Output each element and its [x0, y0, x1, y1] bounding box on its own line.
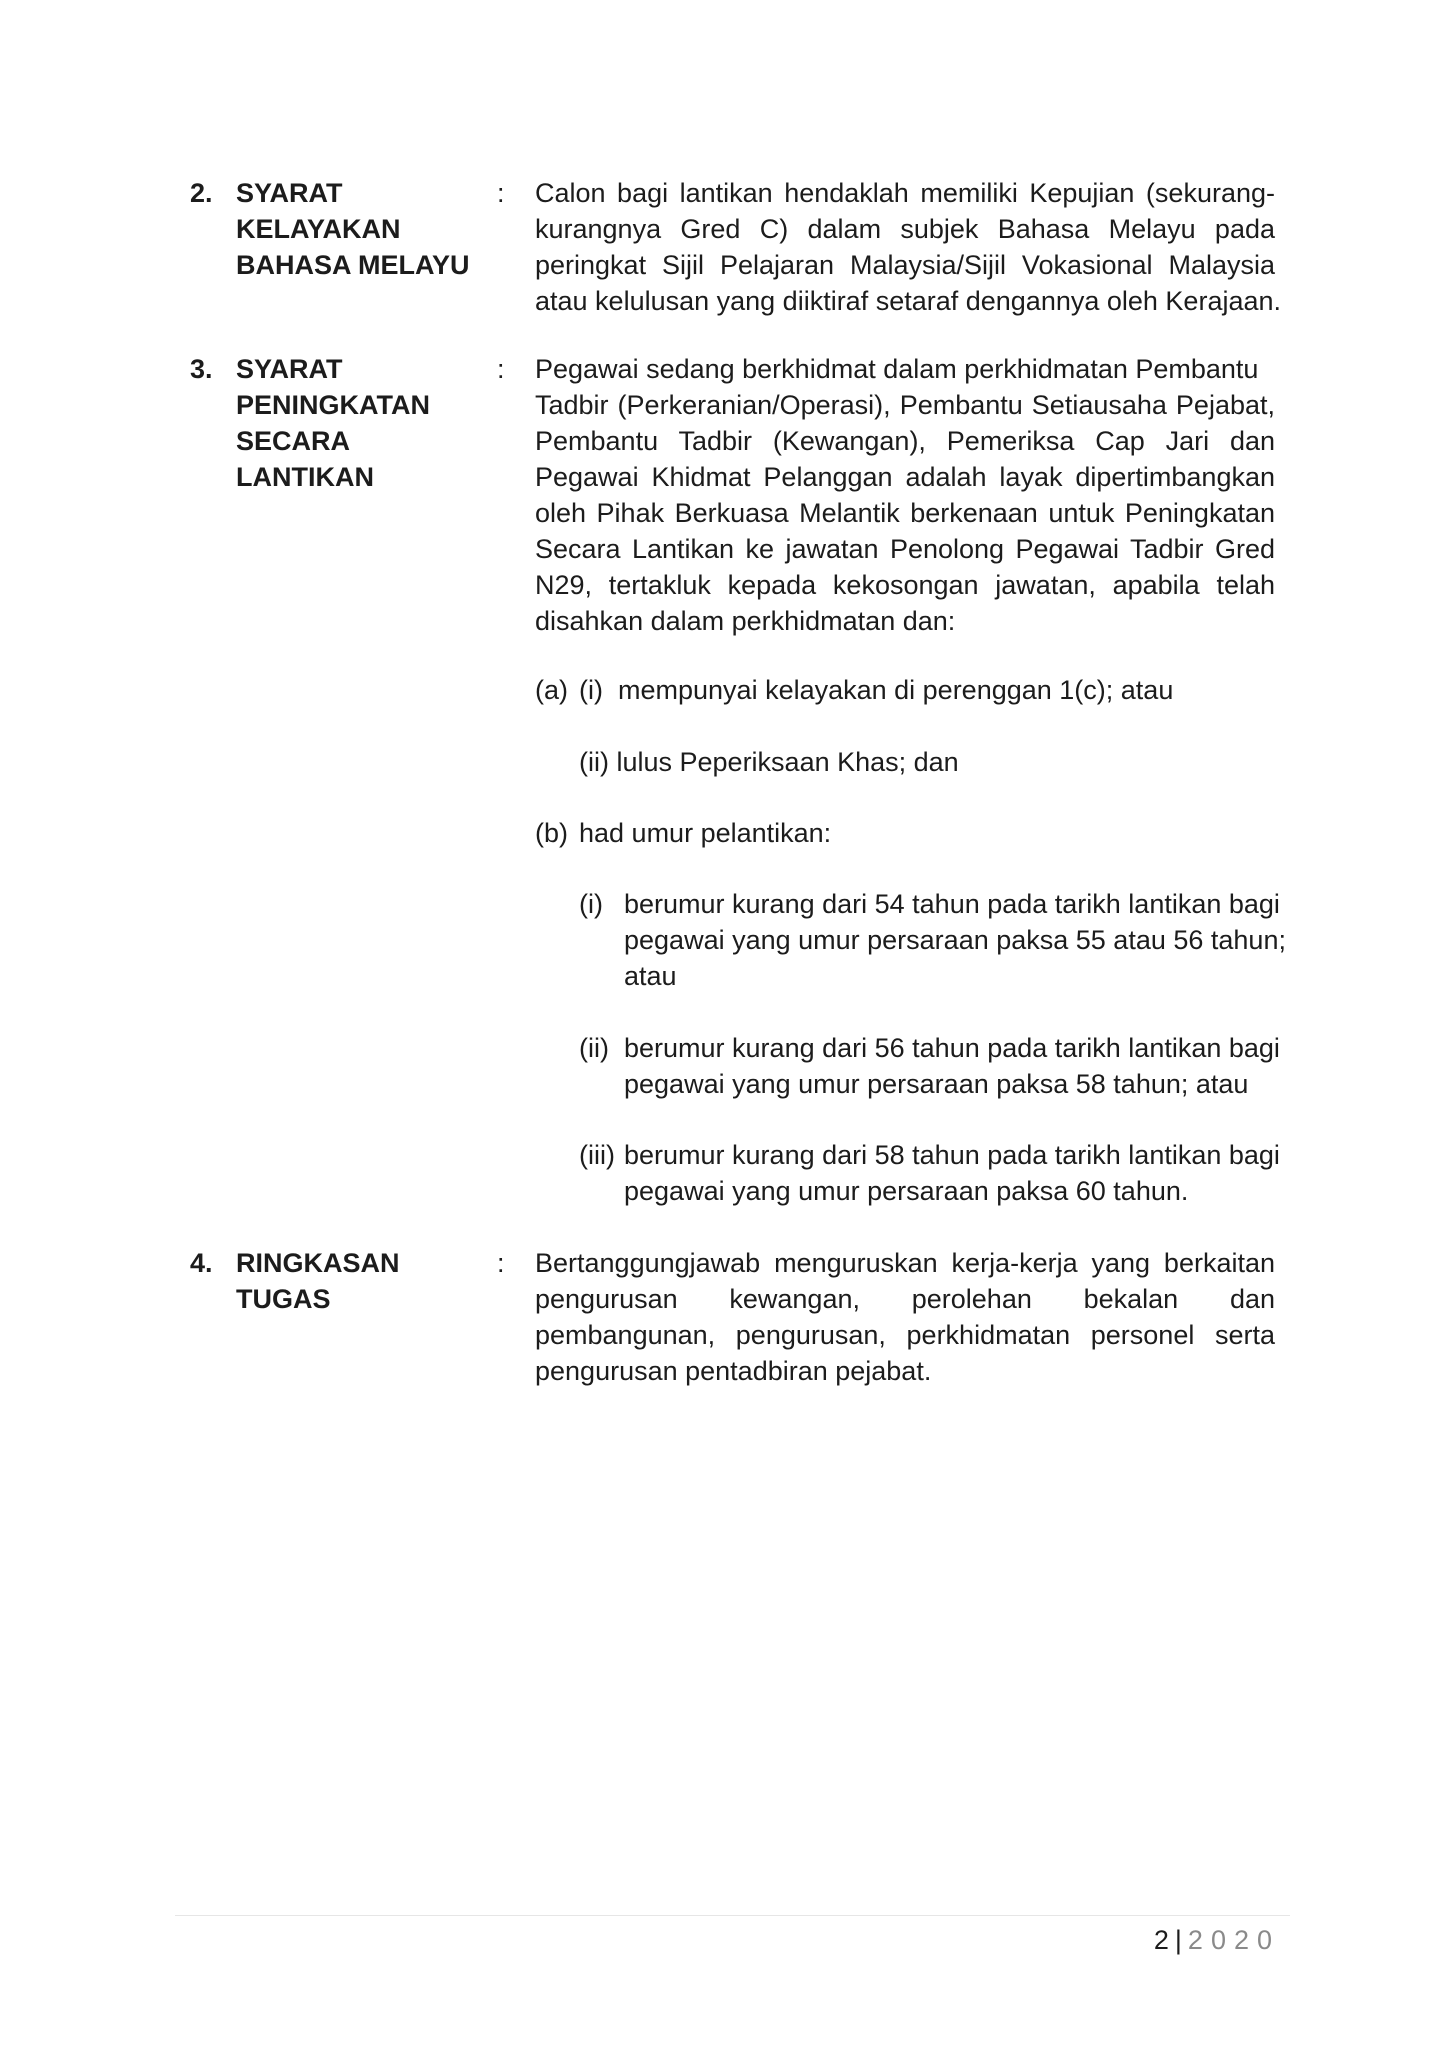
body-line: oleh Pihak Berkuasa Melantik berkenaan untuk Peningkatan — [535, 498, 1275, 528]
footer-divider — [175, 1915, 1290, 1916]
body-line: Pegawai Khidmat Pelanggan adalah layak dipertimbangkan — [535, 462, 1275, 492]
list-item-a-i: mempunyai kelayakan di perenggan 1(c); atau — [618, 675, 1174, 705]
list-item-b-i-line: pegawai yang umur persaraan paksa 55 atau 56 tahun; — [624, 925, 1286, 955]
footer-separator: | — [1174, 1925, 1182, 1955]
colon-separator: : — [497, 1248, 505, 1278]
body-line: Bertanggungjawab menguruskan kerja-kerja yang berkaitan — [535, 1248, 1275, 1278]
heading-line: LANTIKAN — [236, 462, 374, 492]
section-heading — [236, 1245, 496, 1317]
page-footer — [1154, 1922, 1280, 1958]
heading-line: TUGAS — [236, 1284, 331, 1314]
heading-line: RINGKASAN — [236, 1248, 400, 1278]
heading-line: SYARAT — [236, 354, 343, 384]
section-heading — [236, 351, 496, 495]
page-number: 2 — [1153, 1925, 1169, 1955]
heading-line: KELAYAKAN — [236, 214, 401, 244]
body-line: peringkat Sijil Pelajaran Malaysia/Sijil Vokasional Malaysia — [535, 250, 1275, 280]
list-item-b-ii-line: pegawai yang umur persaraan paksa 58 tahun; atau — [624, 1069, 1249, 1099]
body-line: N29, tertakluk kepada kekosongan jawatan, apabila telah — [535, 570, 1275, 600]
list-label-a: (a) — [535, 675, 568, 705]
colon-separator: : — [497, 354, 505, 384]
section-heading — [236, 175, 496, 283]
body-line: Tadbir (Perkeranian/Operasi), Pembantu Setiausaha Pejabat, — [535, 390, 1275, 420]
heading-line: SECARA — [236, 426, 351, 456]
section-number: 3. — [190, 354, 213, 384]
body-line: kurangnya Gred C) dalam subjek Bahasa Melayu pada — [535, 214, 1275, 244]
list-item-a-ii: (ii) lulus Peperiksaan Khas; dan — [579, 747, 959, 777]
list-item-b-i-line: berumur kurang dari 54 tahun pada tarikh lantikan bagi — [624, 889, 1280, 919]
body-line: atau kelulusan yang diiktiraf setaraf dengannya oleh Kerajaan. — [535, 286, 1282, 316]
list-item-b-iii-line: pegawai yang umur persaraan paksa 60 tahun. — [624, 1176, 1189, 1206]
section-body — [535, 1245, 1275, 1389]
body-line: Secara Lantikan ke jawatan Penolong Pegawai Tadbir Gred — [535, 534, 1275, 564]
section-body — [535, 175, 1282, 319]
list-label-b-iii: (iii) — [579, 1140, 615, 1170]
section-number: 2. — [190, 178, 213, 208]
colon-separator: : — [497, 178, 505, 208]
section-number: 4. — [190, 1248, 213, 1278]
list-label-b-ii: (ii) — [579, 1033, 609, 1063]
list-item-b-ii-line: berumur kurang dari 56 tahun pada tarikh lantikan bagi — [624, 1033, 1280, 1063]
list-label-b-i: (i) — [579, 889, 603, 919]
body-line: pembangunan, pengurusan, perkhidmatan personel serta — [535, 1320, 1275, 1350]
body-line: pengurusan pentadbiran pejabat. — [535, 1356, 932, 1386]
list-label-b: (b) — [535, 818, 568, 848]
heading-line: PENINGKATAN — [236, 390, 430, 420]
body-line: Pembantu Tadbir (Kewangan), Pemeriksa Cap Jari dan — [535, 426, 1275, 456]
footer-year: 2020 — [1187, 1925, 1280, 1955]
body-line: Calon bagi lantikan hendaklah memiliki Kepujian (sekurang- — [535, 178, 1275, 208]
heading-line: SYARAT — [236, 178, 343, 208]
section-body — [535, 351, 1275, 639]
list-item-b-iii-line: berumur kurang dari 58 tahun pada tarikh lantikan bagi — [624, 1140, 1280, 1170]
body-line: Pegawai sedang berkhidmat dalam perkhidmatan Pembantu — [535, 354, 1259, 384]
body-line: disahkan dalam perkhidmatan dan: — [535, 606, 956, 636]
heading-line: BAHASA MELAYU — [236, 250, 470, 280]
list-label-a-i: (i) — [579, 675, 603, 705]
body-line: pengurusan kewangan, perolehan bekalan dan — [535, 1284, 1275, 1314]
list-item-b-i-line: atau — [624, 961, 677, 991]
list-item-b: had umur pelantikan: — [579, 818, 832, 848]
